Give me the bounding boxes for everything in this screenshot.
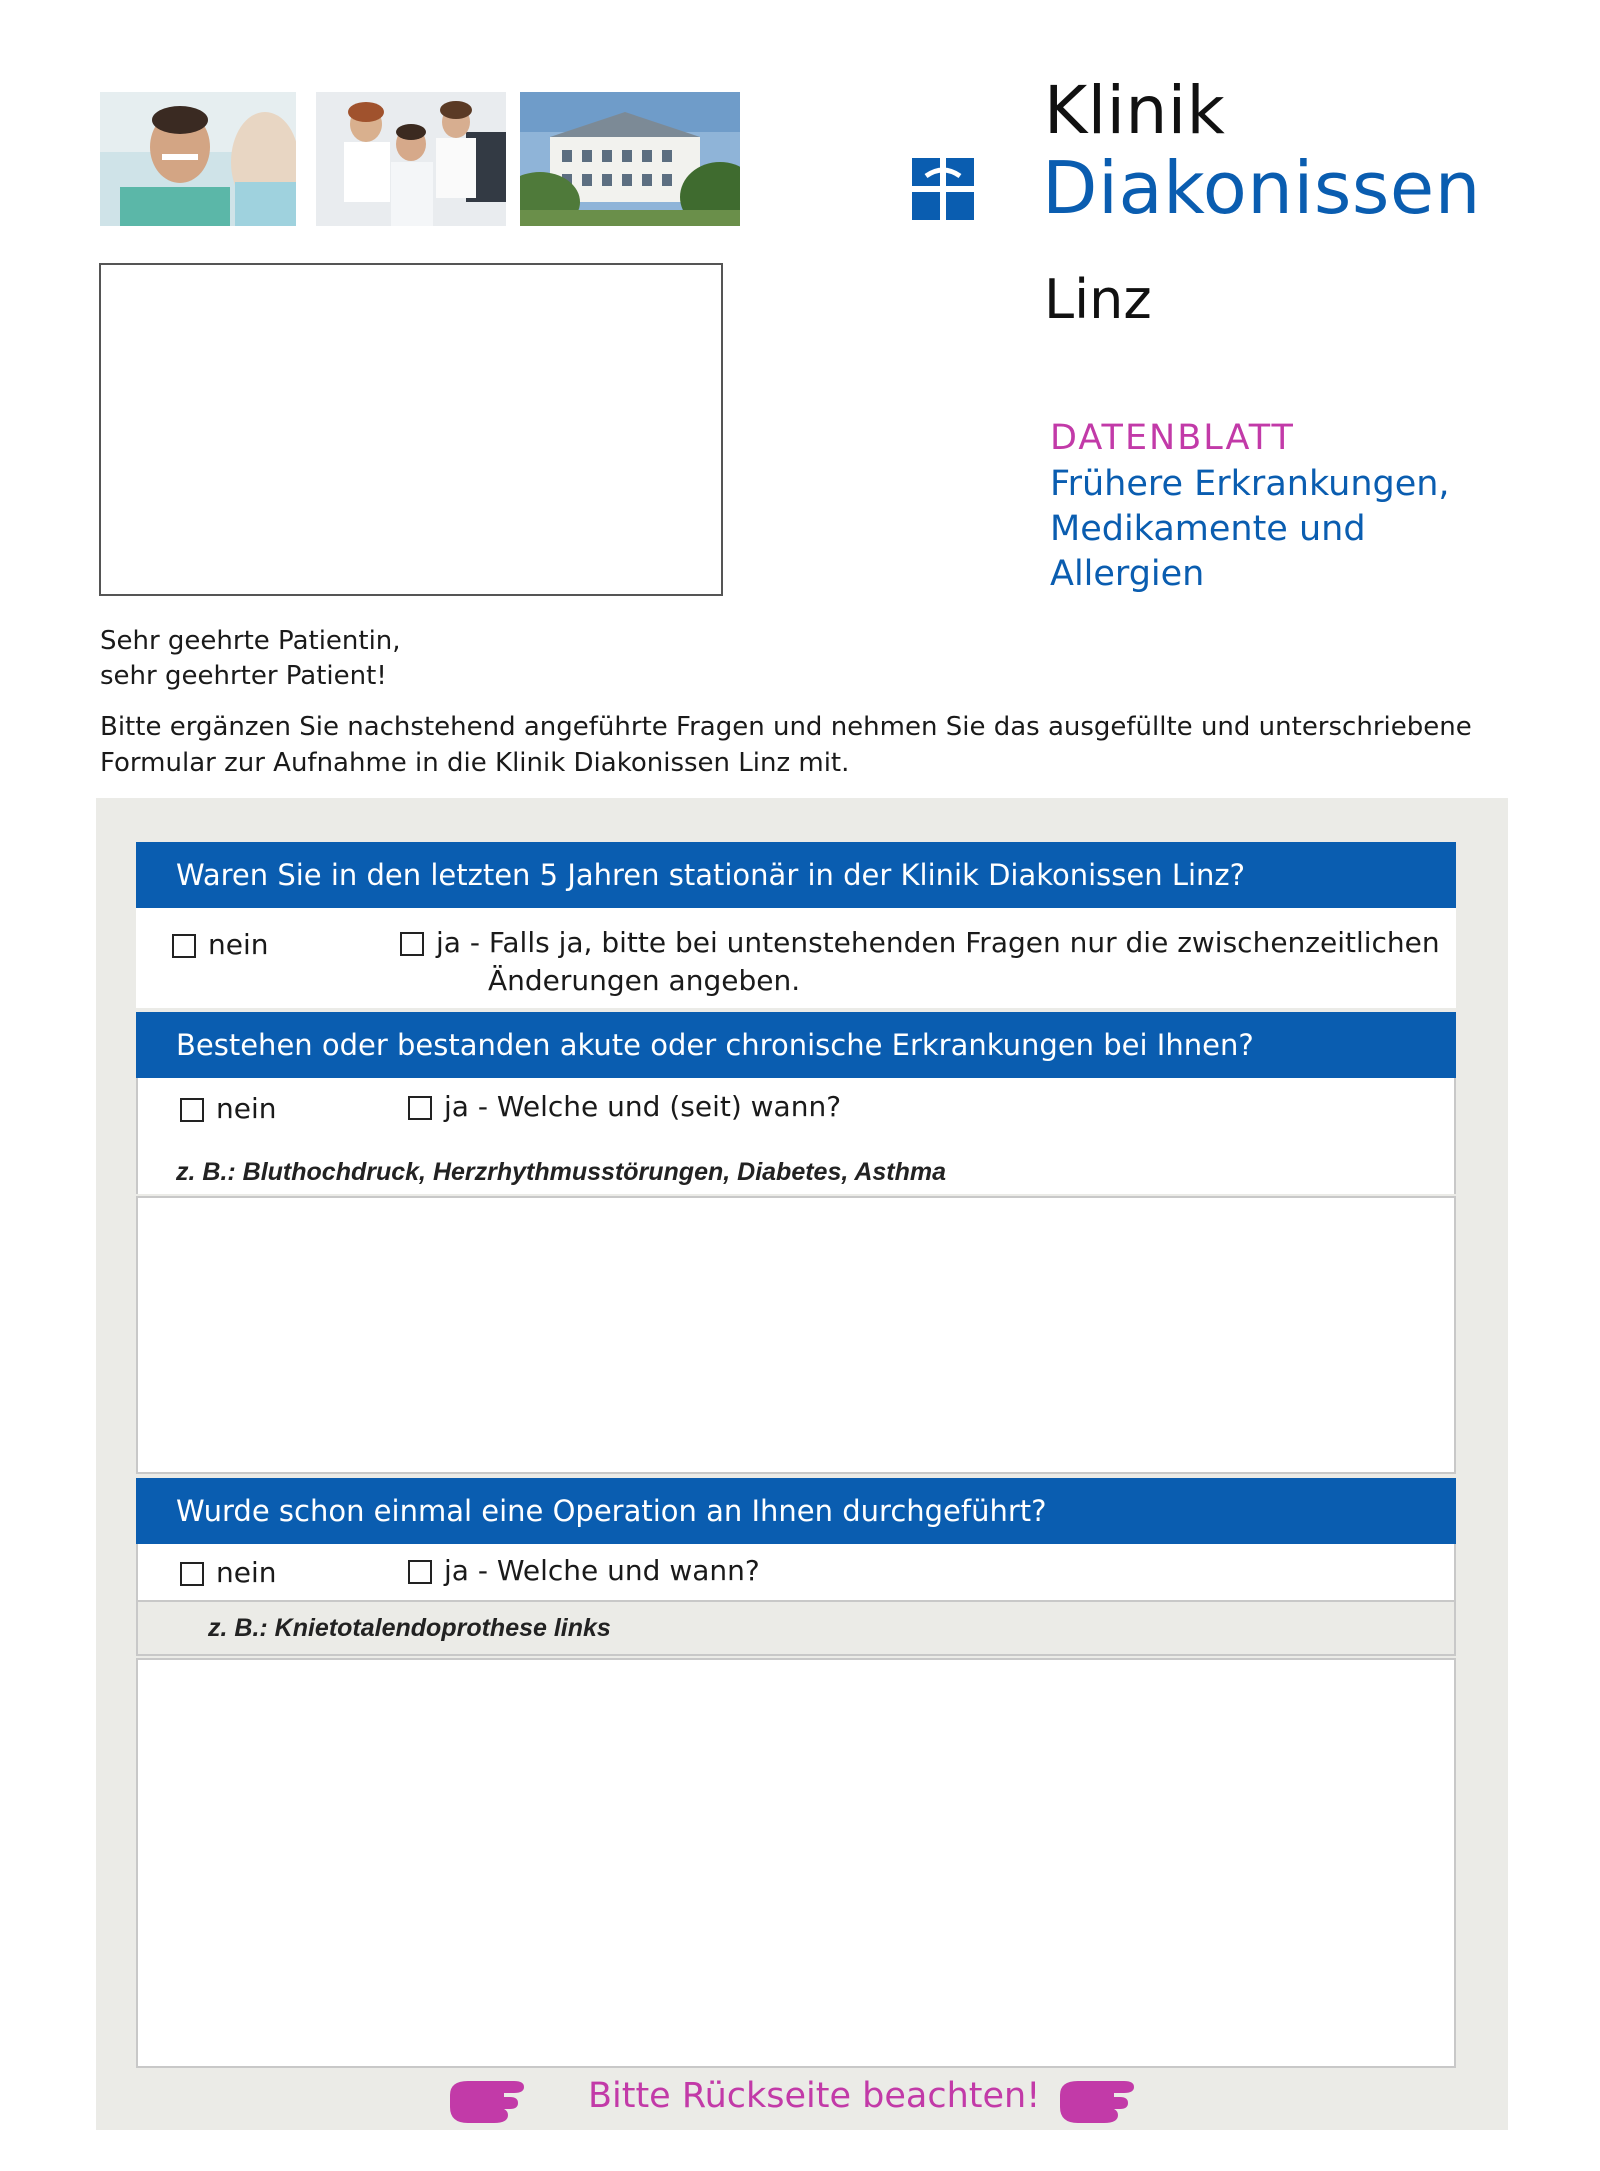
section-2-option-yes[interactable]: [408, 1088, 841, 1126]
checkbox-icon[interactable]: [172, 934, 196, 958]
option-label: ja - Welche und wann?: [444, 1554, 760, 1587]
address-field[interactable]: [99, 263, 723, 596]
section-2-answer-field[interactable]: [136, 1196, 1456, 1474]
section-3-example: z. B.: Knietotalendoprothese links: [136, 1600, 1456, 1656]
checkbox-icon[interactable]: [180, 1562, 204, 1586]
brand-name-line2: Diakonissen: [1042, 146, 1481, 230]
option-label: ja - Welche und (seit) wann?: [444, 1090, 842, 1123]
header-photo-doctor: [100, 92, 296, 226]
diakonie-logo-icon: [912, 158, 974, 220]
checkbox-icon[interactable]: [408, 1560, 432, 1584]
greeting: [100, 624, 401, 694]
brand-name-line1: Klinik: [1044, 72, 1226, 149]
section-3-option-yes[interactable]: [408, 1552, 760, 1590]
option-label: nein: [216, 1556, 277, 1589]
header-photo-team: [316, 92, 506, 226]
checkbox-icon[interactable]: [180, 1098, 204, 1122]
section-2-option-no[interactable]: [180, 1090, 277, 1128]
section-3-option-no[interactable]: [180, 1554, 277, 1592]
option-label-line2: Änderungen angeben.: [488, 964, 801, 997]
turn-page-note: Bitte Rückseite beachten!: [588, 2076, 1041, 2116]
section-1-question: Waren Sie in den letzten 5 Jahren stationär in der Klinik Diakonissen Linz?: [136, 842, 1456, 908]
intro-text: Bitte ergänzen Sie nachstehend angeführte Fragen und nehmen Sie das ausgefüllte und unterschriebene Formular zur Aufnahme in die Klinik Diakonissen Linz mit.: [100, 712, 1472, 778]
checkbox-icon[interactable]: [400, 932, 424, 956]
datasheet-subtitle: Frühere Erkrankungen, Medikamente und Allergien: [1050, 464, 1450, 594]
checkbox-icon[interactable]: [408, 1096, 432, 1120]
brand-location: Linz: [1044, 268, 1152, 331]
option-label: ja - Falls ja, bitte bei untenstehenden Fragen nur die zwischenzeitlichen: [436, 926, 1440, 959]
section-3-answer-field[interactable]: [136, 1658, 1456, 2068]
section-1-option-no[interactable]: [172, 926, 269, 964]
header-photo-building: [520, 92, 740, 226]
option-label: nein: [216, 1092, 277, 1125]
section-3-options: [136, 1544, 1456, 1600]
section-3-question: Wurde schon einmal eine Operation an Ihnen durchgeführt?: [136, 1478, 1456, 1544]
option-label: nein: [208, 928, 269, 961]
pointing-hand-icon: [446, 2073, 542, 2125]
greeting-line1: Sehr geehrte Patientin,: [100, 626, 401, 656]
section-2-question: Bestehen oder bestanden akute oder chronische Erkrankungen bei Ihnen?: [136, 1012, 1456, 1078]
section-1-option-yes[interactable]: [400, 924, 1440, 1000]
section-1-options: [136, 908, 1456, 1008]
section-2-example: z. B.: Bluthochdruck, Herzrhythmusstörungen, Diabetes, Asthma: [176, 1157, 947, 1186]
pointing-hand-icon: [1056, 2073, 1152, 2125]
greeting-line2: sehr geehrter Patient!: [100, 661, 387, 691]
datasheet-label: DATENBLATT: [1050, 418, 1295, 458]
